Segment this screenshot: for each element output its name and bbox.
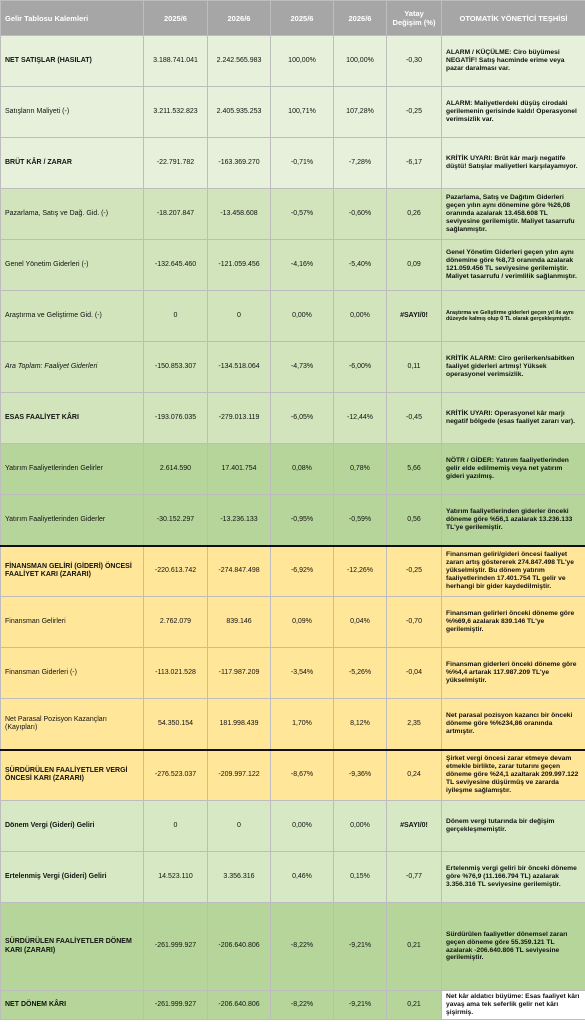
percent-2025: -8,22%: [271, 903, 334, 991]
row-label: Finansman Gelirleri: [1, 597, 144, 648]
percent-2025: -4,73%: [271, 342, 334, 393]
change-value: 0,09: [387, 240, 442, 291]
table-row: [1, 291, 585, 342]
table-row: [1, 138, 585, 189]
percent-2026: 107,28%: [334, 87, 387, 138]
change-value: #SAYI/0!: [387, 801, 442, 852]
change-value: #SAYI/0!: [387, 291, 442, 342]
value-2025: -220.613.742: [144, 546, 208, 597]
value-2025: -22.791.782: [144, 138, 208, 189]
value-2026: 839.146: [208, 597, 271, 648]
percent-2025: -4,16%: [271, 240, 334, 291]
change-value: 0,21: [387, 903, 442, 991]
percent-2025: 0,09%: [271, 597, 334, 648]
value-2025: 3.211.532.823: [144, 87, 208, 138]
percent-2025: -6,92%: [271, 546, 334, 597]
row-label: NET DÖNEM KÂRI: [1, 991, 144, 1020]
value-2025: -18.207.847: [144, 189, 208, 240]
table-row: [1, 495, 585, 546]
row-label: Araştırma ve Geliştirme Gid. (-): [1, 291, 144, 342]
percent-2025: -8,22%: [271, 991, 334, 1020]
row-label: Yatırım Faaliyetlerinden Gelirler: [1, 444, 144, 495]
change-value: 0,11: [387, 342, 442, 393]
percent-2026: 100,00%: [334, 36, 387, 87]
row-label: Dönem Vergi (Gideri) Geliri: [1, 801, 144, 852]
diagnosis-text: ALARM: Maliyetlerdeki düşüş cirodaki gerilemenin gerisinde kaldı! Operasyonel verimsizlik var.: [442, 87, 585, 138]
table-row: [1, 36, 585, 87]
percent-2026: -9,36%: [334, 750, 387, 801]
value-2025: -261.999.927: [144, 991, 208, 1020]
value-2025: -193.076.035: [144, 393, 208, 444]
percent-2025: 100,00%: [271, 36, 334, 87]
value-2026: 17.401.754: [208, 444, 271, 495]
table-row: [1, 546, 585, 597]
value-2026: 0: [208, 801, 271, 852]
table-row: [1, 648, 585, 699]
value-2025: 0: [144, 801, 208, 852]
diagnosis-text: Sürdürülen faaliyetler dönemsel zararı geçen döneme göre 55.359.121 TL azalarak -206.640.806 TL seviyesine gerilemiştir.: [442, 903, 585, 991]
row-label: Satışların Maliyeti (-): [1, 87, 144, 138]
percent-2025: -0,95%: [271, 495, 334, 546]
value-2026: 0: [208, 291, 271, 342]
percent-2026: -0,60%: [334, 189, 387, 240]
table-row: [1, 597, 585, 648]
row-label: Pazarlama, Satış ve Dağ. Gid. (-): [1, 189, 144, 240]
value-2026: -163.369.270: [208, 138, 271, 189]
table-row: [1, 903, 585, 991]
diagnosis-text: Finansman geliri/gideri öncesi faaliyet zararı artış göstererek 274.847.498 TL'ye yükselmiştir. Bu dönem yatırım faaliyetlerinden 17.401.754 TL gelir ve herhangi bir gider kaydedilmiştir.: [442, 546, 585, 597]
row-label: SÜRDÜRÜLEN FAALİYETLER DÖNEM KARI (ZARARI): [1, 903, 144, 991]
change-value: -0,04: [387, 648, 442, 699]
value-2026: -134.518.064: [208, 342, 271, 393]
value-2026: -121.059.456: [208, 240, 271, 291]
row-label: Finansman Giderleri (-): [1, 648, 144, 699]
change-value: 0,24: [387, 750, 442, 801]
table-row: [1, 444, 585, 495]
table-row: [1, 991, 585, 1020]
table-row: [1, 699, 585, 750]
percent-2026: -0,59%: [334, 495, 387, 546]
value-2025: -113.021.528: [144, 648, 208, 699]
diagnosis-text: ALARM / KÜÇÜLME: Ciro büyümesi NEGATİF! Satış hacminde erime veya pazar daralması var.: [442, 36, 585, 87]
row-label: BRÜT KÂR / ZARAR: [1, 138, 144, 189]
header-change: Yatay Değişim (%): [387, 1, 442, 36]
row-label: NET SATIŞLAR (HASILAT): [1, 36, 144, 87]
table-row: [1, 801, 585, 852]
percent-2026: -5,26%: [334, 648, 387, 699]
table-row: [1, 750, 585, 801]
value-2025: -150.853.307: [144, 342, 208, 393]
header-item: Gelir Tablosu Kalemleri: [1, 1, 144, 36]
value-2026: -206.640.806: [208, 903, 271, 991]
diagnosis-text: NÖTR / GİDER: Yatırım faaliyetlerinden gelir elde edilmemiş veya net yatırım gideri yazılmış.: [442, 444, 585, 495]
table-row: [1, 87, 585, 138]
table-row: [1, 393, 585, 444]
header-row: [1, 1, 585, 36]
change-value: 2,35: [387, 699, 442, 750]
value-2026: -209.997.122: [208, 750, 271, 801]
change-value: -6,17: [387, 138, 442, 189]
table-row: [1, 189, 585, 240]
percent-2026: -12,44%: [334, 393, 387, 444]
diagnosis-text: Ertelenmiş vergi geliri bir önceki döneme göre %76,9 (11.166.794 TL) azalarak 3.356.316 TL seviyesine gerilemiştir.: [442, 852, 585, 903]
change-value: -0,70: [387, 597, 442, 648]
diagnosis-text: Dönem vergi tutarında bir değişim gerçekleşmemiştir.: [442, 801, 585, 852]
diagnosis-text: KRİTİK ALARM: Ciro gerilerken/sabitken faaliyet giderleri artmış! Yüksek operasyonel verimsizlik.: [442, 342, 585, 393]
percent-2025: -0,57%: [271, 189, 334, 240]
change-value: -0,25: [387, 87, 442, 138]
percent-2025: -8,67%: [271, 750, 334, 801]
diagnosis-text: Araştırma ve Geliştirme giderleri geçen yıl ile aynı düzeyde kalmış olup 0 TL olarak gerçekleşmiştir.: [442, 291, 585, 342]
percent-2025: 0,00%: [271, 291, 334, 342]
value-2025: 0: [144, 291, 208, 342]
diagnosis-text: Pazarlama, Satış ve Dağıtım Giderleri geçen yılın aynı dönemine göre %26,08 oranında azalarak 13.458.608 TL seviyesine gerilemiştir. Maliyet tasarrufu sağlanmıştır.: [442, 189, 585, 240]
diagnosis-text: Net kâr aldatıcı büyüme: Esas faaliyet kârı yavaş ama tek seferlik gelir net kârı şişirmiş.: [442, 991, 585, 1020]
change-value: 0,56: [387, 495, 442, 546]
value-2026: -274.847.498: [208, 546, 271, 597]
header-2025-percent: 2025/6: [271, 1, 334, 36]
value-2026: 3.356.316: [208, 852, 271, 903]
change-value: -0,77: [387, 852, 442, 903]
header-2026-percent: 2026/6: [334, 1, 387, 36]
diagnosis-text: Yatırım faaliyetlerinden giderler önceki döneme göre %56,1 azalarak 13.236.133 TL'ye gerilemiştir.: [442, 495, 585, 546]
percent-2026: 0,78%: [334, 444, 387, 495]
value-2026: -279.013.119: [208, 393, 271, 444]
value-2026: 2.405.935.253: [208, 87, 271, 138]
percent-2026: 8,12%: [334, 699, 387, 750]
percent-2026: -7,28%: [334, 138, 387, 189]
table-row: [1, 342, 585, 393]
percent-2025: 0,08%: [271, 444, 334, 495]
change-value: -0,25: [387, 546, 442, 597]
diagnosis-text: Şirket vergi öncesi zarar etmeye devam etmekle birlikte, zarar tutarını geçen döneme göre %24,1 azaltarak 209.997.122 TL seviyesine düşürmüş ve zararda iyileşme sağlamıştır.: [442, 750, 585, 801]
row-label: Ertelenmiş Vergi (Gideri) Geliri: [1, 852, 144, 903]
change-value: 5,66: [387, 444, 442, 495]
value-2026: -206.640.806: [208, 991, 271, 1020]
diagnosis-text: Net parasal pozisyon kazancı bir önceki döneme göre %%234,86 oranında artmıştır.: [442, 699, 585, 750]
percent-2026: -9,21%: [334, 991, 387, 1020]
percent-2025: -6,05%: [271, 393, 334, 444]
diagnosis-text: Finansman gelirleri önceki döneme göre %%69,6 azalarak 839.146 TL'ye gerilemiştir.: [442, 597, 585, 648]
percent-2025: 0,00%: [271, 801, 334, 852]
percent-2025: 100,71%: [271, 87, 334, 138]
row-label: FİNANSMAN GELİRİ (GİDERİ) ÖNCESİ FAALİYET KARI (ZARARI): [1, 546, 144, 597]
percent-2025: -3,54%: [271, 648, 334, 699]
value-2025: 14.523.110: [144, 852, 208, 903]
row-label: SÜRDÜRÜLEN FAALİYETLER VERGİ ÖNCESİ KARI (ZARARI): [1, 750, 144, 801]
change-value: -0,45: [387, 393, 442, 444]
value-2026: -13.458.608: [208, 189, 271, 240]
percent-2026: -6,00%: [334, 342, 387, 393]
percent-2026: 0,00%: [334, 291, 387, 342]
diagnosis-text: KRİTİK UYARI: Operasyonel kâr marjı negatif bölgede (esas faaliyet zararı var).: [442, 393, 585, 444]
percent-2025: -0,71%: [271, 138, 334, 189]
row-label: ESAS FAALİYET KÂRI: [1, 393, 144, 444]
change-value: -0,30: [387, 36, 442, 87]
percent-2025: 0,46%: [271, 852, 334, 903]
value-2025: 54.350.154: [144, 699, 208, 750]
value-2025: -132.645.460: [144, 240, 208, 291]
table-row: [1, 852, 585, 903]
percent-2026: -9,21%: [334, 903, 387, 991]
header-2026-value: 2026/6: [208, 1, 271, 36]
value-2025: 2.614.590: [144, 444, 208, 495]
value-2025: 3.188.741.041: [144, 36, 208, 87]
value-2026: 2.242.565.983: [208, 36, 271, 87]
percent-2026: 0,15%: [334, 852, 387, 903]
percent-2026: -5,40%: [334, 240, 387, 291]
change-value: 0,21: [387, 991, 442, 1020]
value-2025: -261.999.927: [144, 903, 208, 991]
header-2025-value: 2025/6: [144, 1, 208, 36]
percent-2026: -12,26%: [334, 546, 387, 597]
row-label: Net Parasal Pozisyon Kazançları (Kayıpları): [1, 699, 144, 750]
row-label: Genel Yönetim Giderleri (-): [1, 240, 144, 291]
value-2026: 181.998.439: [208, 699, 271, 750]
percent-2025: 1,70%: [271, 699, 334, 750]
row-label: Yatırım Faaliyetlerinden Giderler: [1, 495, 144, 546]
value-2025: -30.152.297: [144, 495, 208, 546]
value-2025: 2.762.079: [144, 597, 208, 648]
percent-2026: 0,00%: [334, 801, 387, 852]
diagnosis-text: Finansman giderleri önceki döneme göre %%4,4 artarak 117.987.209 TL'ye yükselmiştir.: [442, 648, 585, 699]
diagnosis-text: KRİTİK UYARI: Brüt kâr marjı negatife düştü! Satışlar maliyetleri karşılayamıyor.: [442, 138, 585, 189]
value-2026: -117.987.209: [208, 648, 271, 699]
diagnosis-text: Genel Yönetim Giderleri geçen yılın aynı dönemine göre %8,73 oranında azalarak 121.059.456 TL seviyesine gerilemiştir. Maliyet tasarrufu / verimlilik sağlanmıştır.: [442, 240, 585, 291]
percent-2026: 0,04%: [334, 597, 387, 648]
change-value: 0,26: [387, 189, 442, 240]
value-2026: -13.236.133: [208, 495, 271, 546]
row-label: Ara Toplam: Faaliyet Giderleri: [1, 342, 144, 393]
table-row: [1, 240, 585, 291]
header-diagnosis: OTOMATİK YÖNETİCİ TEŞHİSİ: [442, 1, 585, 36]
value-2025: -276.523.037: [144, 750, 208, 801]
